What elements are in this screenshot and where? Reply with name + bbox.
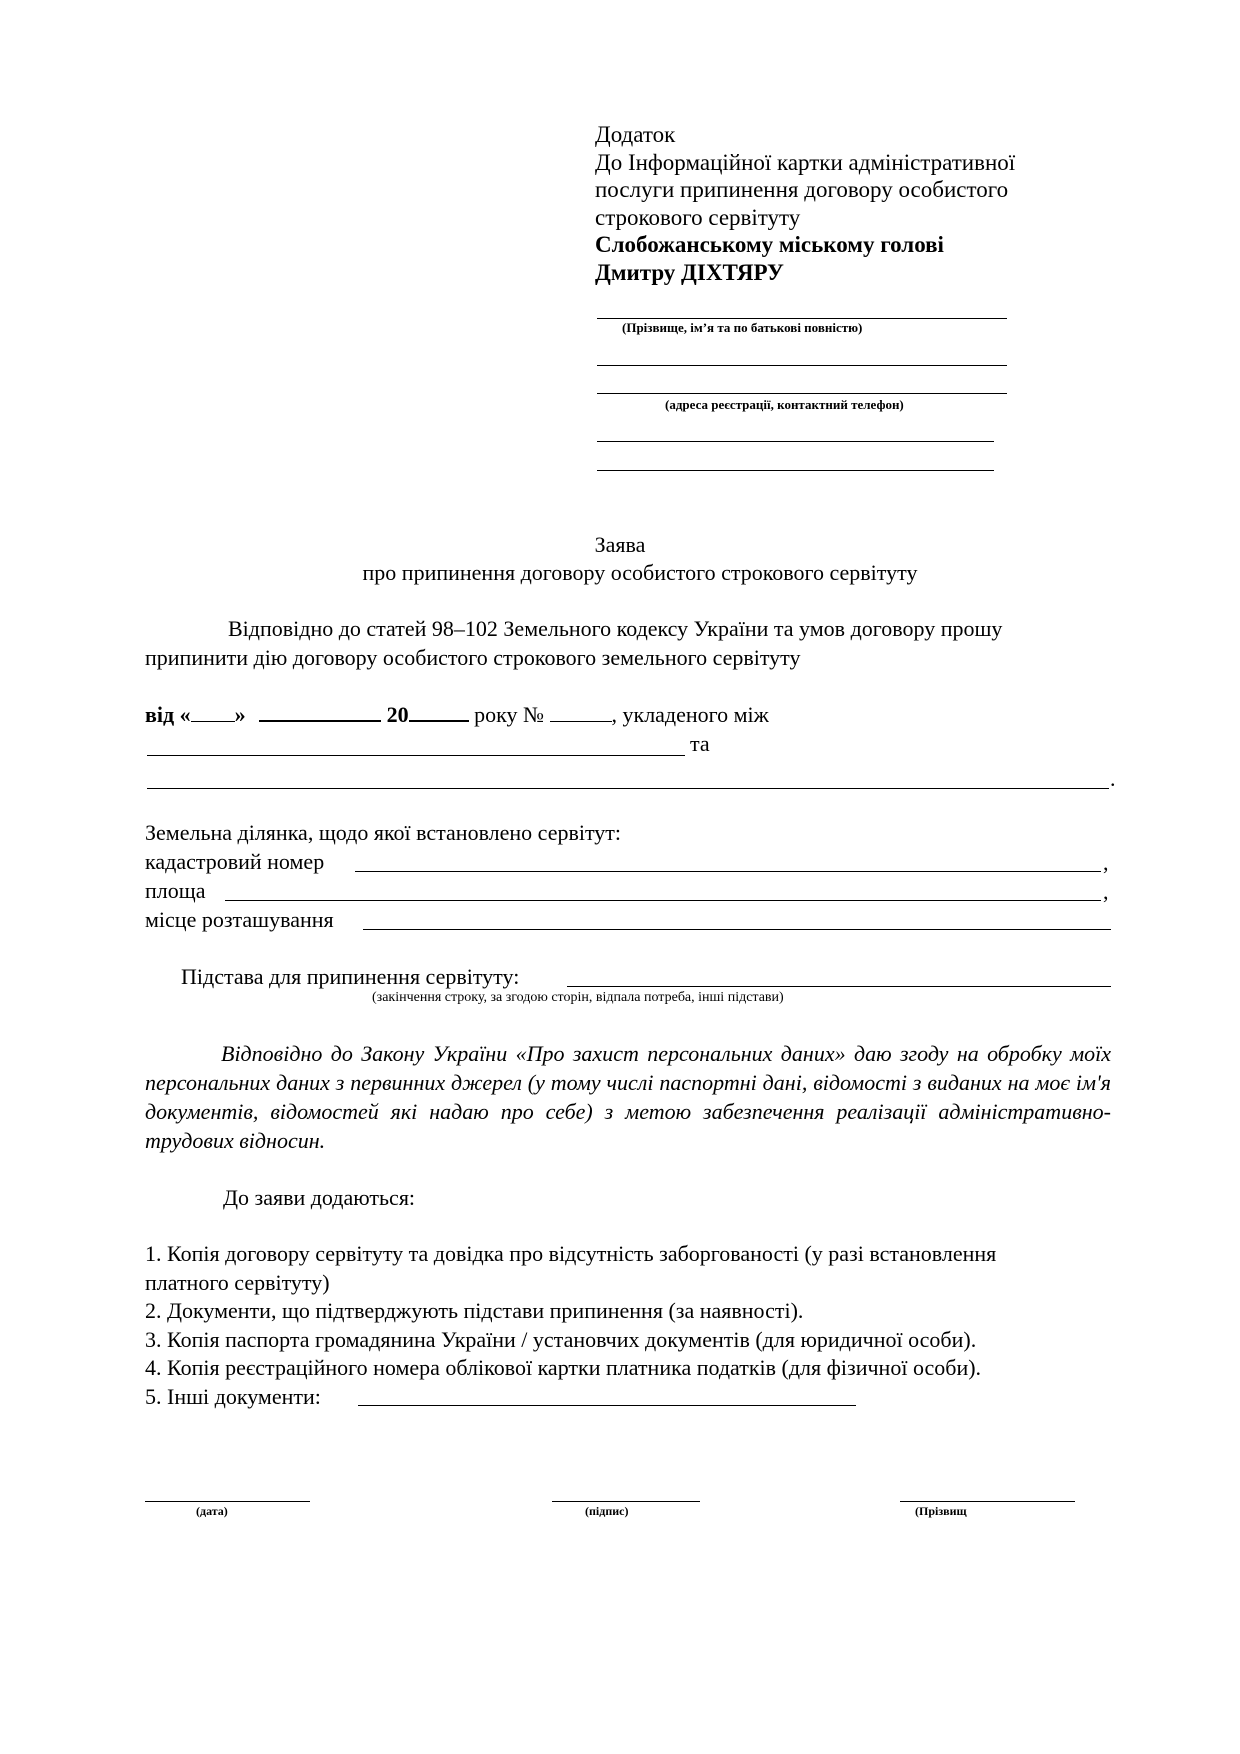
appendix-header xyxy=(595,121,1015,286)
and-label: та xyxy=(690,731,710,756)
addressee-line: Слобожанському міському голові xyxy=(595,232,944,257)
signature-field[interactable] xyxy=(552,1501,700,1502)
month-field[interactable] xyxy=(259,720,381,722)
addressee-name: Дмитру ДІХТЯРУ xyxy=(595,259,784,285)
area-field[interactable] xyxy=(225,900,1101,901)
location-field[interactable] xyxy=(363,929,1111,930)
attachment-item: 5. Інші документи: xyxy=(145,1383,321,1409)
signature-label: (підпис) xyxy=(585,1504,629,1518)
attachment-item: 1. Копія договору сервітуту та довідка про відсутність заборгованості (у разі встановлення xyxy=(145,1241,997,1266)
basis-label: Підстава для припинення сервітуту: xyxy=(181,964,520,989)
party-1-field[interactable] xyxy=(147,755,685,756)
applicant-name-field[interactable] xyxy=(597,318,1007,319)
date-field[interactable] xyxy=(145,1501,310,1502)
land-heading: Земельна ділянка, щодо якої встановлено сервітут: xyxy=(145,820,622,845)
phone-field[interactable] xyxy=(597,470,994,471)
statement-subtitle: про припинення договору особистого строкового сервітуту xyxy=(362,560,918,585)
attachment-item: 3. Копія паспорта громадянина України / установчих документів (для юридичної особи). xyxy=(145,1326,977,1352)
surname-field[interactable] xyxy=(900,1501,1075,1502)
basis-hint: (закінчення строку, за згодою сторін, відпала потреба, інші підстави) xyxy=(372,990,784,1005)
intro-line-1: Відповідно до статей 98–102 Земельного кодексу України та умов договору прошу xyxy=(228,616,1003,641)
attachment-item: платного сервітуту) xyxy=(145,1269,330,1295)
surname-label: (Прізвищ xyxy=(915,1504,967,1518)
attachments-list xyxy=(145,1240,996,1411)
close-quote: » xyxy=(234,702,246,727)
appendix-line: строкового сервітуту xyxy=(595,204,801,230)
year-suffix: року № xyxy=(474,702,544,727)
basis-field[interactable] xyxy=(567,986,1111,987)
date-label: (дата) xyxy=(196,1504,228,1518)
consent-text: Відповідно до Закону України «Про захист персональних даних» даю згоду на обробку моїх персональних даних з первинних джерел (у тому числі паспортні дані, відомості з виданих на моє ім'я документів, відомостей які надаю про себе) з метою забезпечення реалізації адміністративно-трудових відносин. xyxy=(145,1041,1111,1153)
applicant-name-field-2[interactable] xyxy=(597,365,1007,366)
address-field-2[interactable] xyxy=(597,441,994,442)
applicant-name-hint: (Прізвище, ім’я та по батькові повністю) xyxy=(622,320,863,335)
day-field[interactable] xyxy=(191,721,235,722)
contract-date-line xyxy=(145,701,769,729)
from-label: від « xyxy=(145,702,191,727)
concluded-label: , укладеного між xyxy=(611,702,769,727)
comma: , xyxy=(1103,879,1109,904)
statement-title: Заява xyxy=(594,532,646,557)
address-hint: (адреса реєстрації, контактний телефон) xyxy=(665,397,904,412)
year-field[interactable] xyxy=(409,720,469,722)
attachment-item: 4. Копія реєстраційного номера облікової картки платника податків (для фізичної особи). xyxy=(145,1355,982,1380)
period-mark: . xyxy=(1110,766,1116,791)
other-documents-field[interactable] xyxy=(358,1405,856,1406)
appendix-line: До Інформаційної картки адміністративної xyxy=(595,149,1016,175)
cadastral-number-field[interactable] xyxy=(355,871,1101,872)
contract-number-field[interactable] xyxy=(550,721,612,722)
cadastral-label: кадастровий номер xyxy=(145,849,325,874)
area-label: площа xyxy=(145,878,206,903)
comma: , xyxy=(1103,850,1109,875)
appendix-line: послуги припинення договору особистого xyxy=(595,177,1009,202)
intro-line-2: припинити дію договору особистого строкового земельного сервітуту xyxy=(145,645,801,670)
year-prefix: 20 xyxy=(386,702,409,727)
appendix-title: Додаток xyxy=(595,122,676,147)
address-field[interactable] xyxy=(597,393,1007,394)
attachments-heading: До заяви додаються: xyxy=(223,1185,416,1210)
attachment-item: 2. Документи, що підтверджують підстави припинення (за наявності). xyxy=(145,1298,804,1323)
party-2-field[interactable] xyxy=(147,788,1109,789)
location-label: місце розташування xyxy=(145,907,334,932)
